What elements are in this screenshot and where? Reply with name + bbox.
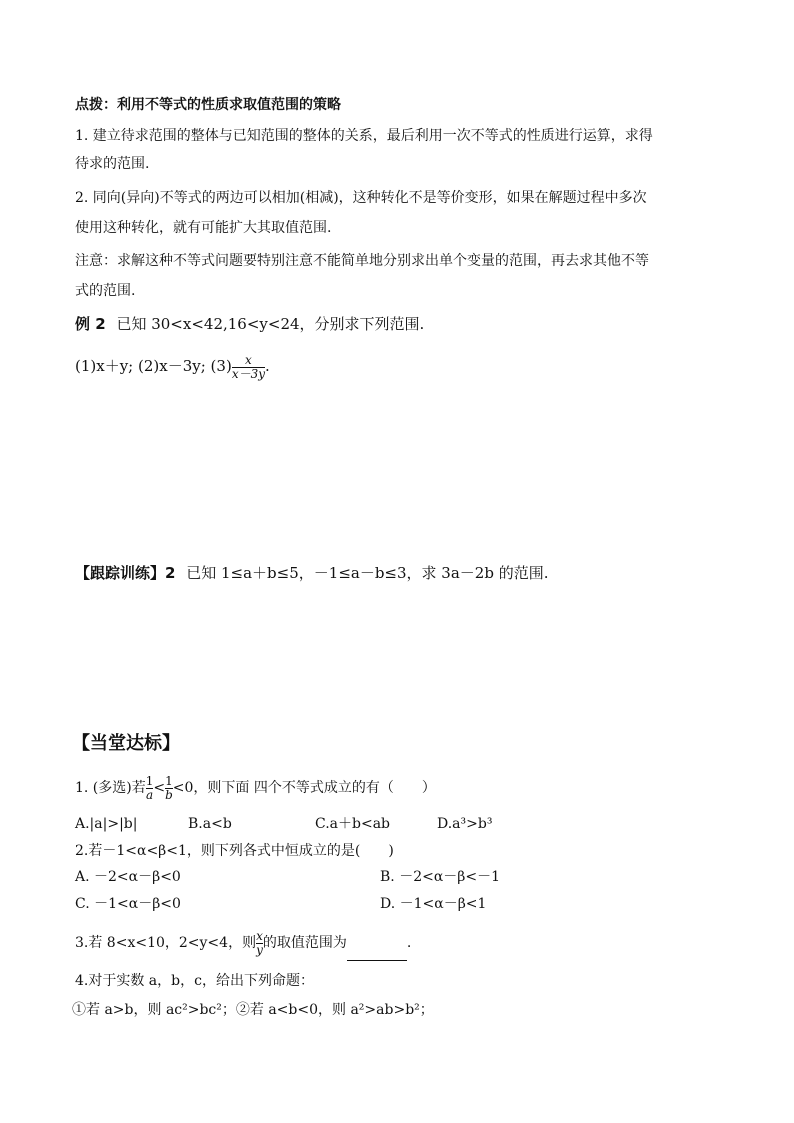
tips-point-1-line-2: 待求的范围. bbox=[75, 156, 150, 172]
q3-frac-num: x bbox=[256, 928, 263, 943]
question-4-stem: 4.对于实数 a，b，c，给出下列命题： bbox=[75, 973, 314, 989]
tips-point-2-line-2: 使用这种转化，就有可能扩大其取值范围. bbox=[75, 220, 332, 236]
tips-note-line-2: 式的范围. bbox=[75, 283, 136, 299]
example-parts-suffix: . bbox=[265, 357, 270, 375]
q3-prefix: 3.若 8<x<10，2<y<4，则 bbox=[75, 935, 257, 951]
q4-item-1: ①若 a>b，则 ac²>bc²；②若 a<b<0，则 a²>ab>b²； bbox=[72, 1002, 434, 1018]
q3-fraction bbox=[256, 930, 263, 957]
q1-fraction-1 bbox=[146, 775, 154, 802]
q2-option-b: B. －2<α－β<－1 bbox=[380, 869, 501, 885]
question-2-stem: 2.若－1<α<β<1，则下列各式中恒成立的是( ) bbox=[75, 843, 394, 859]
section-title: 【当堂达标】 bbox=[72, 733, 180, 754]
q1-option-a: A.|a|>|b| bbox=[75, 816, 138, 832]
q1-suffix: <0，则下面 四个不等式成立的有（ ） bbox=[172, 780, 436, 796]
example-parts-prefix: (1)x＋y; (2)x－3y; (3) bbox=[75, 357, 232, 375]
tips-point-1-line-1: 1. 建立待求范围的整体与已知范围的整体的关系，最后利用一次不等式的性质进行运算，求得 bbox=[75, 128, 653, 144]
q3-suffix: 的取值范围为 bbox=[262, 935, 347, 951]
q1-option-b: B.a<b bbox=[188, 816, 232, 832]
example-2-parts bbox=[75, 348, 270, 384]
q1-f1-den: a bbox=[145, 787, 154, 802]
q1-prefix: 1. (多选)若 bbox=[75, 780, 146, 796]
tips-heading: 点拨：利用不等式的性质求取值范围的策略 bbox=[75, 97, 341, 113]
tips-point-2-line-1: 2. 同向(异向)不等式的两边可以相加(相减)，这种转化不是等价变形，如果在解题过程中多次 bbox=[75, 190, 647, 206]
q1-option-c: C.a＋b<ab bbox=[315, 816, 391, 832]
q1-fraction-2 bbox=[165, 775, 173, 802]
tips-note-line-1: 注意：求解这种不等式问题要特别注意不能简单地分别求出单个变量的范围，再去求其他不等 bbox=[75, 253, 649, 269]
q1-f2-num: 1 bbox=[165, 773, 173, 788]
q1-f2-den: b bbox=[165, 787, 173, 802]
practice-label: 【跟踪训练】2 bbox=[75, 564, 176, 582]
q3-answer-blank[interactable] bbox=[347, 946, 407, 961]
q2-option-c: C. －1<α－β<0 bbox=[75, 896, 181, 912]
q2-option-a: A. －2<α－β<0 bbox=[75, 869, 181, 885]
question-1-stem bbox=[75, 770, 436, 806]
q1-mid: < bbox=[153, 780, 166, 796]
q1-f1-num: 1 bbox=[145, 773, 154, 788]
practice-text: 已知 1≤a＋b≤5，－1≤a－b≤3，求 3a－2b 的范围. bbox=[186, 564, 549, 582]
question-3-stem bbox=[75, 925, 411, 961]
q1-option-d: D.a³>b³ bbox=[437, 816, 493, 832]
q3-end: . bbox=[406, 935, 412, 951]
example-2-stem bbox=[75, 315, 424, 333]
example-frac-num: x bbox=[245, 352, 252, 367]
q3-frac-den: y bbox=[256, 942, 263, 957]
q2-option-d: D. －1<α－β<1 bbox=[380, 896, 487, 912]
example-frac-den: x－3y bbox=[231, 366, 265, 381]
example-label: 例 2 bbox=[75, 315, 106, 333]
example-text: 已知 30<x<42,16<y<24，分别求下列范围. bbox=[116, 315, 425, 333]
example-fraction bbox=[232, 354, 265, 381]
practice-2 bbox=[75, 564, 548, 582]
